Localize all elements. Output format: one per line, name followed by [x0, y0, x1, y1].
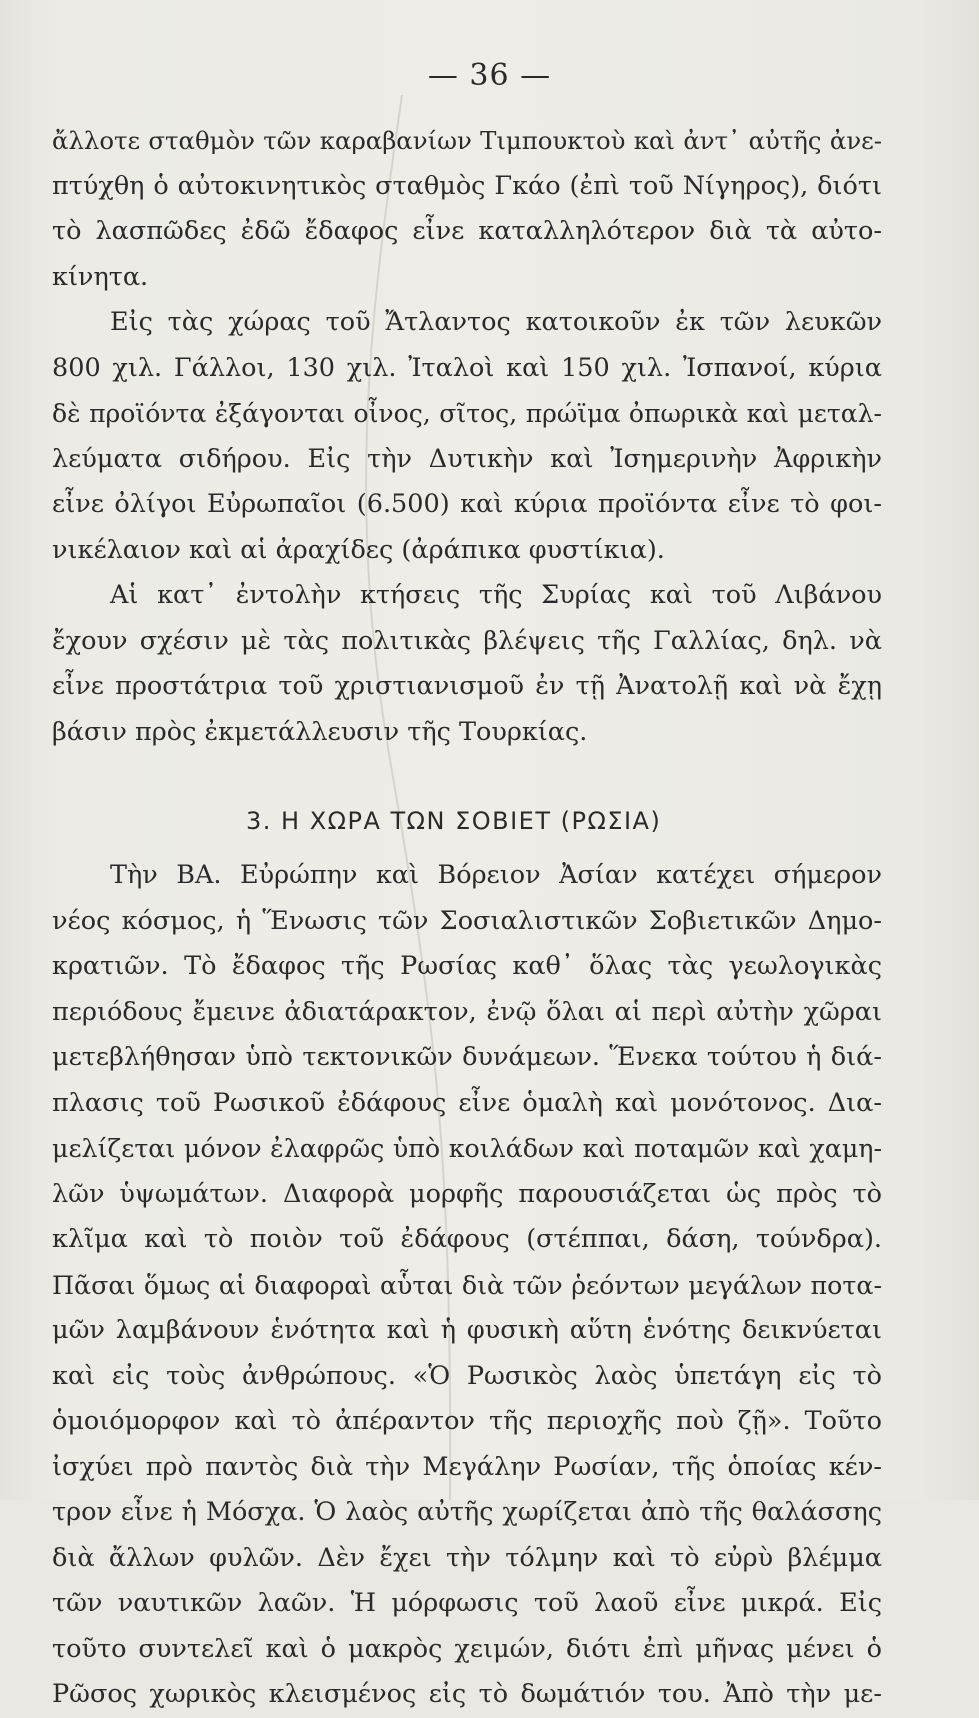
text-line: βάσιν πρὸς ἐκμετάλλευσιν τῆς Τουρκίας.: [52, 716, 588, 747]
text-line: τὸ λασπῶδες ἐδῶ ἔδαφος εἶνε καταλληλότερον διὰ τὰ αὐτο-: [52, 216, 882, 246]
text-line: ἄλλοτε σταθμὸν τῶν καραβανίων Τιμπουκτοὺ καὶ ἀντ᾿ αὐτῆς ἀνε-: [52, 126, 882, 155]
page-number: — 36 —: [427, 58, 552, 93]
paragraph-4: [52, 853, 882, 1718]
text-line: Τὴν ΒΑ. Εὐρώπην καὶ Βόρειον Ἀσίαν κατέχει σήμερον: [110, 860, 882, 890]
text-line: εἶνε ὀλίγοι Εὐρωπαῖοι (6.500) καὶ κύρια προϊόντα εἶνε τὸ φοι-: [52, 489, 882, 519]
text-line: κίνητα.: [52, 261, 149, 292]
text-line: διὰ ἄλλων φυλῶν. Δὲν ἔχει τὴν τόλμην καὶ τὸ εὐρὺ βλέμμα: [52, 1542, 882, 1573]
text-line: τῶν ναυτικῶν λαῶν. Ἡ μόρφωσις τοῦ λαοῦ εἶνε μικρά. Εἰς: [52, 1588, 882, 1618]
section-gap: [52, 755, 882, 783]
text-line: τοῦτο συντελεῖ καὶ ὁ μακρὸς χειμών, διότι ἐπὶ μῆνας μένει ὁ: [52, 1633, 882, 1664]
paragraph-2: [52, 300, 882, 573]
text-line: Πᾶσαι ὅμως αἱ διαφοραὶ αὗται διὰ τῶν ῥεόντων μεγάλων ποτα-: [52, 1270, 882, 1300]
text-line: εἶνε προστάτρια τοῦ χριστιανισμοῦ ἐν τῇ Ἀνατολῇ καὶ νὰ ἔχῃ: [52, 671, 882, 701]
text-line: λεύματα σιδήρου. Εἰς τὴν Δυτικὴν καὶ Ἰσημερινὴν Ἀφρικὴν: [52, 443, 882, 474]
text-line: ἰσχύει πρὸ παντὸς διὰ τὴν Μεγάλην Ρωσίαν, τῆς ὁποίας κέν-: [52, 1451, 882, 1482]
text-line: λῶν ὑψωμάτων. Διαφορὰ μορφῆς παρουσιάζεται ὡς πρὸς τὸ: [52, 1178, 882, 1209]
text-line: κρατιῶν. Τὸ ἔδαφος τῆς Ρωσίας καθ᾿ ὅλας τὰς γεωλογικὰς: [52, 951, 882, 981]
text-line: Ρῶσος χωρικὸς κλεισμένος εἰς τὸ δωμάτιόν του. Ἀπὸ τὴν με-: [52, 1679, 882, 1709]
text-line: μελίζεται μόνον ἐλαφρῶς ὑπὸ κοιλάδων καὶ ποταμῶν καὶ χαμη-: [52, 1134, 882, 1163]
text-line: νικέλαιον καὶ αἱ ἀραχίδες (ἀράπικα φυστίκια).: [52, 534, 665, 565]
text-line: 800 χιλ. Γάλλοι, 130 χιλ. Ἰταλοὶ καὶ 150 χιλ. Ἰσπανοί, κύρια: [52, 352, 882, 383]
text-line: μετεβλήθησαν ὑπὸ τεκτονικῶν δυνάμεων. Ἕνεκα τούτου ἡ διά-: [52, 1042, 882, 1072]
text-line: ἔχουν σχέσιν μὲ τὰς πολιτικὰς βλέψεις τῆς Γαλλίας, δηλ. νὰ: [52, 625, 882, 656]
text-line: Αἱ κατ᾿ ἐντολὴν κτήσεις τῆς Συρίας καὶ τοῦ Λιβάνου: [110, 580, 882, 610]
text-line: ὁμοιόμορφον καὶ τὸ ἀπέραντον τῆς περιοχῆς ποὺ ζῇ». Τοῦτο: [52, 1406, 882, 1436]
text-line: μῶν λαμβάνουν ἑνότητα καὶ ἡ φυσικὴ αὕτη ἑνότης δεικνύεται: [52, 1315, 882, 1345]
text-line: κλῖμα καὶ τὸ ποιὸν τοῦ ἐδάφους (στέππαι, δάση, τούνδρα).: [52, 1224, 882, 1254]
text-line: δὲ προϊόντα ἐξάγονται οἶνος, σῖτος, πρώϊμα ὀπωρικὰ καὶ μεταλ-: [52, 399, 882, 428]
text-line: πλασις τοῦ Ρωσικοῦ ἐδάφους εἶνε ὁμαλὴ καὶ μονότονος. Δια-: [52, 1087, 882, 1118]
text-line: τρον εἶνε ἡ Μόσχα. Ὁ λαὸς αὐτῆς χωρίζεται ἀπὸ τῆς θαλάσσης: [52, 1497, 882, 1527]
text-line: νέος κόσμος, ἡ Ἕνωσις τῶν Σοσιαλιστικῶν Σοβιετικῶν Δημο-: [52, 905, 882, 936]
text-line: καὶ εἰς τοὺς ἀνθρώπους. «Ὁ Ρωσικὸς λαὸς ὑπετάγη εἰς τὸ: [52, 1360, 882, 1391]
text-line: πτύχθη ὁ αὐτοκινητικὸς σταθμὸς Γκάο (ἐπὶ τοῦ Νίγηρος), διότι: [52, 170, 882, 201]
text-line: Εἰς τὰς χώρας τοῦ Ἄτλαντος κατοικοῦν ἐκ τῶν λευκῶν: [110, 307, 882, 337]
section-heading: 3. Η ΧΩΡΑ ΤΩΝ ΣΟΒΙΕΤ (ΡΩΣΙΑ): [246, 807, 662, 835]
page-body: [52, 118, 882, 1718]
text-line: περιόδους ἔμεινε ἀδιατάρακτον, ἐνῷ ὅλαι αἱ περὶ αὐτὴν χῶραι: [52, 996, 882, 1027]
paragraph-1: [52, 118, 882, 300]
paragraph-3: [52, 573, 882, 755]
